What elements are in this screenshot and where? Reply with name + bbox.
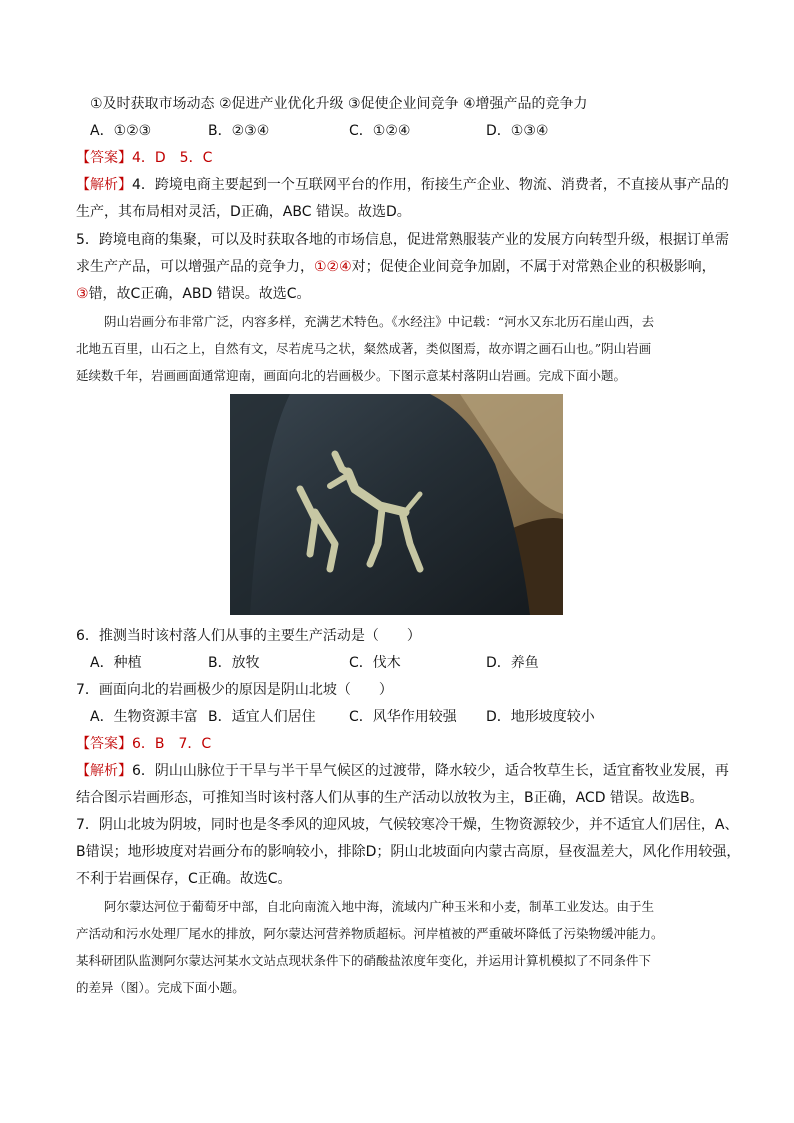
choice-c: C．伐木 <box>349 655 401 671</box>
analysis-text: 错，故C正确，ABD 错误。故选C。 <box>88 286 311 302</box>
choice-c: C．①②④ <box>349 123 411 139</box>
passage-line: 北地五百里，山石之上，自然有文，尽若虎马之状，粲然成著，类似图焉，故亦谓之画石山也。”阴山岩画 <box>76 341 652 356</box>
passage-line: 阿尔蒙达河位于葡萄牙中部，自北向南流入地中海，流域内广种玉米和小麦，制革工业发达。由于生 <box>104 899 655 914</box>
question-7-stem: 7．画面向北的岩画极少的原因是阴山北坡（ ） <box>76 682 393 698</box>
choice-a: A．生物资源丰富 <box>90 709 198 725</box>
analysis-line: B错误；地形坡度对岩画分布的影响较小，排除D；阴山北坡面向内蒙古高原，昼夜温差大，风化作用较强， <box>76 844 741 860</box>
analysis-text: 4．跨境电商主要起到一个互联网平台的作用，衔接生产企业、物流、消费者，不直接从事产品的 <box>132 177 729 193</box>
question-statement-options: ①及时获取市场动态 ②促进产业优化升级 ③促使企业间竞争 ④增强产品的竞争力 <box>90 96 588 112</box>
answer-text: 4．D 5．C <box>132 150 213 166</box>
analysis-text: 求生产产品，可以增强产品的竞争力， <box>76 259 314 275</box>
choice-c: C．风华作用较强 <box>349 709 457 725</box>
highlight-red: ①②④ <box>314 259 352 275</box>
analysis-line: 5．跨境电商的集聚，可以及时获取各地的市场信息，促进常熟服装产业的发展方向转型升级，根据订单需 <box>76 232 729 248</box>
answer-label: 【答案】 <box>76 736 132 752</box>
analysis-line: 不利于岩画保存，C正确。故选C。 <box>76 871 292 887</box>
analysis-text: 6．阴山山脉位于干旱与半干旱气候区的过渡带，降水较少，适合牧草生长，适宜畜牧业发展，再 <box>132 763 729 779</box>
analysis-line: 7．阴山北坡为阴坡，同时也是冬季风的迎风坡，气候较寒冷干燥，生物资源较少，并不适宜人们居住，A、 <box>76 817 739 833</box>
analysis-line <box>76 257 716 277</box>
answer-label: 【答案】 <box>76 150 132 166</box>
question-6-stem: 6．推测当时该村落人们从事的主要生产活动是（ ） <box>76 628 421 644</box>
choice-b: B．适宜人们居住 <box>208 709 316 725</box>
analysis-line <box>76 761 729 781</box>
answer-block <box>76 734 211 754</box>
answer-text: 6．B 7．C <box>132 736 212 752</box>
passage-line: 某科研团队监测阿尔蒙达河某水文站点现状条件下的硝酸盐浓度年变化，并运用计算机模拟了不同条件下 <box>76 953 652 968</box>
choice-d: D．①③④ <box>486 123 549 139</box>
passage-line: 的差异（图）。完成下面小题。 <box>76 980 245 995</box>
analysis-line: 生产，其布局相对灵活，D正确，ABC 错误。故选D。 <box>76 204 411 220</box>
choice-a: A．种植 <box>90 655 142 671</box>
choice-b: B．②③④ <box>208 123 270 139</box>
rock-art-photo <box>230 394 563 615</box>
passage-line: 产活动和污水处理厂尾水的排放，阿尔蒙达河营养物质超标。河岸植被的严重破坏降低了污染物缓冲能力。 <box>76 926 664 941</box>
choice-b: B．放牧 <box>208 655 260 671</box>
analysis-line: 结合图示岩画形态，可推知当时该村落人们从事的生产活动以放牧为主，B正确，ACD 错误。故选B。 <box>76 790 704 806</box>
analysis-line <box>76 284 311 304</box>
analysis-label: 【解析】 <box>76 177 132 193</box>
passage-line: 延续数千年，岩画画面通常迎南，画面向北的岩画极少。下图示意某村落阴山岩画。完成下面小题。 <box>76 368 627 383</box>
choice-d: D．地形坡度较小 <box>486 709 595 725</box>
answer-block <box>76 148 212 168</box>
analysis-text: 对；促使企业间竞争加剧，不属于对常熟企业的积极影响， <box>351 259 716 275</box>
choice-d: D．养鱼 <box>486 655 539 671</box>
highlight-red: ③ <box>76 286 89 302</box>
choice-a: A．①②③ <box>90 123 152 139</box>
analysis-label: 【解析】 <box>76 763 132 779</box>
analysis-line <box>76 175 729 195</box>
passage-line: 阴山岩画分布非常广泛，内容多样，充满艺术特色。《水经注》中记载：“河水又东北历石崖山西，去 <box>104 314 655 329</box>
